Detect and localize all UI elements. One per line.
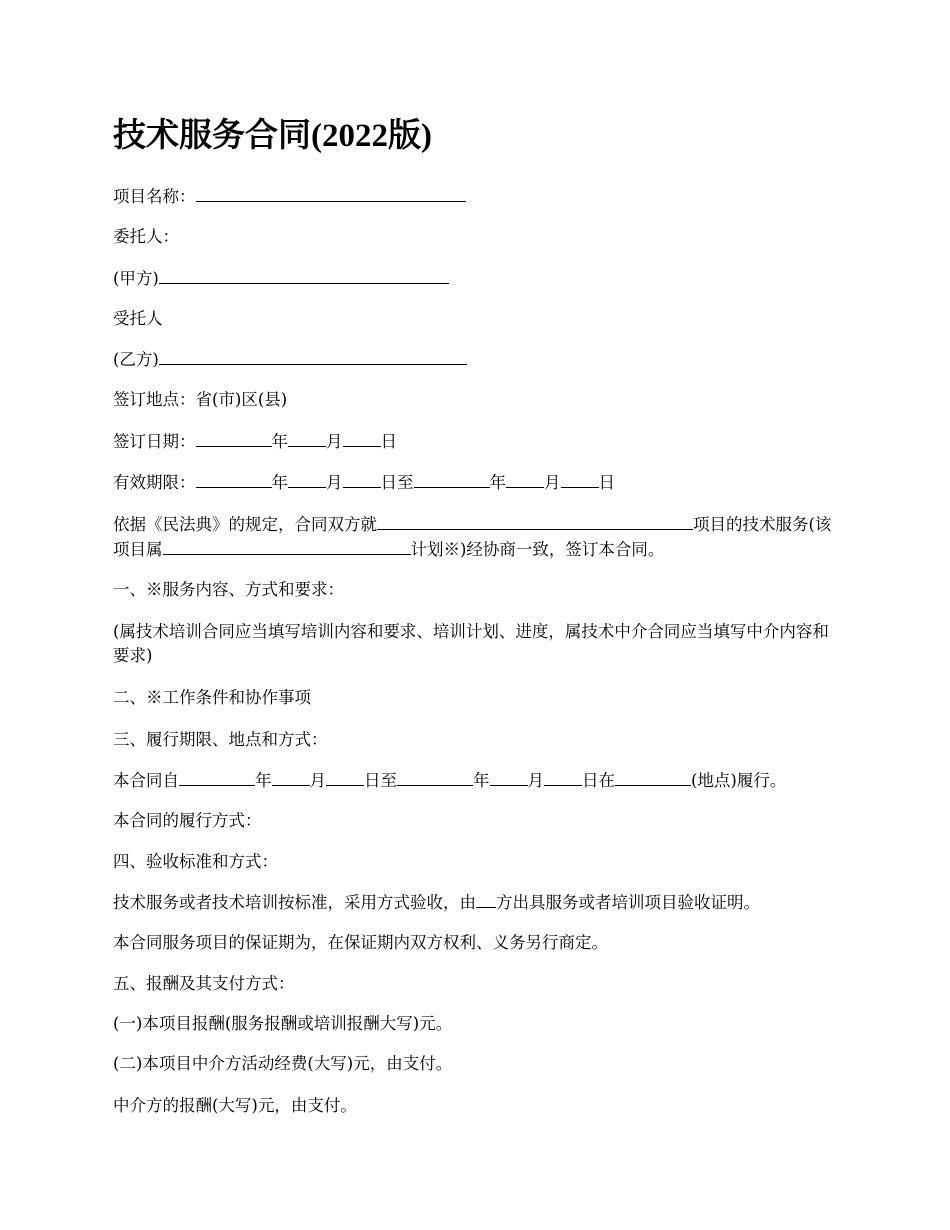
sign-day-blank	[343, 429, 381, 447]
day-in-label: 日在	[582, 771, 615, 790]
sign-year-blank	[196, 429, 272, 447]
day-to-label: 日至	[380, 473, 414, 492]
project-name-blank	[196, 184, 466, 202]
client-label: 委托人：	[113, 227, 179, 246]
validity-end-month-blank	[506, 470, 544, 488]
section-3-title: 三、履行期限、地点和方式：	[113, 730, 328, 749]
month-label: 月	[544, 473, 561, 492]
party-a-line	[113, 266, 449, 291]
place-end-label: (地点)履行。	[691, 771, 787, 790]
section-5-item-2: (二)本项目中介方活动经费(大写)元，由支付。	[113, 1054, 453, 1073]
acceptance-party-blank	[476, 890, 496, 908]
validity-start-day-blank	[343, 470, 381, 488]
party-a-label: (甲方)	[113, 269, 159, 288]
year-label: 年	[473, 771, 490, 790]
project-name-line	[113, 184, 466, 209]
year-label: 年	[489, 473, 506, 492]
day-to-label: 日至	[364, 771, 397, 790]
day-label: 日	[598, 473, 615, 492]
period-end-day-blank	[544, 768, 582, 786]
validity-line	[113, 470, 615, 495]
intro-text-1: 依据《民法典》的规定，合同双方就	[113, 515, 377, 534]
month-label: 月	[309, 771, 326, 790]
section-4-body	[113, 890, 760, 915]
validity-end-day-blank	[561, 470, 599, 488]
year-label: 年	[271, 473, 288, 492]
intro-paragraph	[113, 512, 843, 562]
section-4-body-a: 技术服务或者技术培训按标准，采用方式验收，由	[113, 893, 476, 912]
period-end-month-blank	[490, 768, 528, 786]
month-label: 月	[326, 432, 343, 451]
day-label: 日	[380, 432, 397, 451]
project-name-label: 项目名称：	[113, 187, 196, 206]
sign-place-line: 签订地点：省(市)区(县)	[113, 390, 288, 409]
intro-plan-blank	[163, 537, 411, 555]
place-blank	[615, 768, 691, 786]
validity-start-month-blank	[288, 470, 326, 488]
party-a-blank	[159, 266, 449, 284]
period-start-label: 本合同自	[113, 771, 179, 790]
period-end-year-blank	[397, 768, 473, 786]
section-3-period-line	[113, 768, 786, 793]
section-1-title: 一、※服务内容、方式和要求：	[113, 580, 344, 599]
section-4-warranty: 本合同服务项目的保证期为，在保证期内双方权利、义务另行商定。	[113, 933, 608, 952]
document-title: 技术服务合同(2022版)	[113, 118, 432, 154]
section-2-title: 二、※工作条件和协作事项	[113, 688, 311, 707]
sign-date-label: 签订日期：	[113, 432, 196, 451]
validity-end-year-blank	[414, 470, 490, 488]
year-label: 年	[271, 432, 288, 451]
sign-month-blank	[288, 429, 326, 447]
section-1-body: (属技术培训合同应当填写培训内容和要求、培训计划、进度，属技术中介合同应当填写中介内容和要求)	[113, 622, 829, 665]
section-4-body-b: 方出具服务或者培训项目验收证明。	[496, 893, 760, 912]
intro-text-3: 计划※)经协商一致，签订本合同。	[410, 540, 665, 559]
section-3-method: 本合同的履行方式：	[113, 811, 262, 830]
period-start-day-blank	[326, 768, 364, 786]
section-4-title: 四、验收标准和方式：	[113, 852, 278, 871]
intro-project-blank	[377, 512, 693, 530]
party-b-line	[113, 347, 467, 372]
period-start-year-blank	[179, 768, 255, 786]
period-start-month-blank	[272, 768, 310, 786]
month-label: 月	[326, 473, 343, 492]
contractor-label: 受托人	[113, 309, 163, 328]
section-5-item-3: 中介方的报酬(大写)元，由支付。	[113, 1096, 357, 1115]
intro-text-2: 项目的技术服务(该项目属	[113, 515, 832, 559]
year-label: 年	[255, 771, 272, 790]
validity-label: 有效期限：	[113, 473, 196, 492]
party-b-label: (乙方)	[113, 350, 159, 369]
section-5-item-1: (一)本项目报酬(服务报酬或培训报酬大写)元。	[113, 1014, 453, 1033]
month-label: 月	[527, 771, 544, 790]
section-5-title: 五、报酬及其支付方式：	[113, 974, 295, 993]
party-b-blank	[159, 347, 467, 365]
sign-date-line	[113, 429, 397, 454]
validity-start-year-blank	[196, 470, 272, 488]
